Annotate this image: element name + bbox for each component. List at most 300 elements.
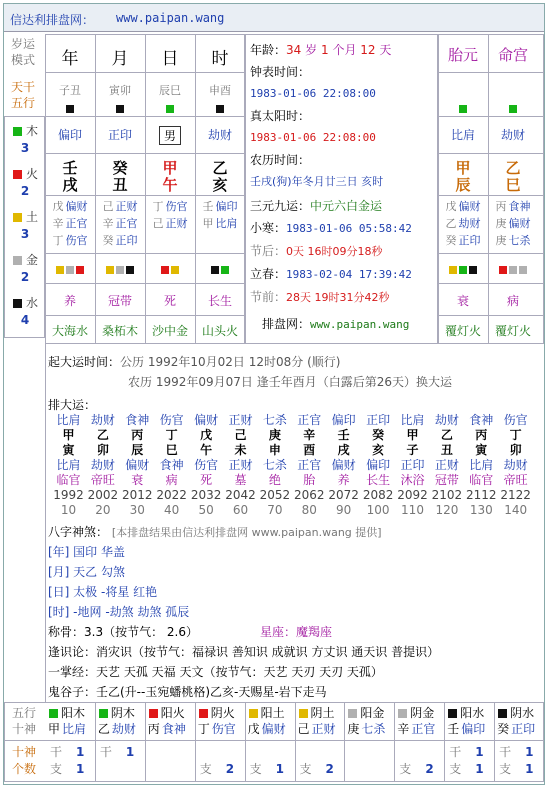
dayun-year: 2032 <box>190 488 222 502</box>
hidden-stem-god: 劫财 <box>458 217 481 230</box>
dayun-branch-god: 比肩 <box>56 458 81 472</box>
bottom-cell <box>98 705 144 737</box>
taiyuan-god: 比肩 <box>450 128 475 142</box>
bottom-cell <box>298 705 344 737</box>
wuxing-square-icon <box>116 266 124 274</box>
bottom-stem: 壬 <box>447 722 460 736</box>
wuxing-square-icon <box>66 266 74 274</box>
sanyuan-row: 三元九运：中元六白金运 <box>250 199 383 213</box>
zhi-label: 支 <box>199 762 212 776</box>
dayun-stem-god: 偏财 <box>194 413 219 427</box>
dayun-branch-god: 正财 <box>434 458 459 472</box>
clock-value: 1983-01-06 22:08:00 <box>250 87 376 100</box>
zhi-label: 支 <box>299 762 312 776</box>
dayun-year: 2042 <box>225 488 256 502</box>
bottom-wuxing <box>248 705 294 721</box>
hidden-stem <box>488 198 538 215</box>
dayun-age: 30 <box>129 503 145 517</box>
shensha-hour: [时] -地网 -劫煞 劫煞 孤辰 <box>48 605 190 619</box>
zhi-count <box>449 761 491 778</box>
suiyun-text: 岁运 <box>10 37 35 51</box>
element-count: 2 <box>20 184 30 198</box>
header-bar <box>4 4 544 32</box>
dayun-column <box>224 413 257 518</box>
dayun-stage: 帝旺 <box>503 473 528 487</box>
pillar-hidden <box>195 198 245 232</box>
header-site: 信达利排盘网： <box>10 13 95 27</box>
dayun-stem-god: 食神 <box>125 413 150 427</box>
pillar-square-row <box>195 101 245 115</box>
zhi-count <box>100 761 142 778</box>
shensha-day: [日] 太极 -将星 红艳 <box>48 585 158 599</box>
bottom-stem: 庚 <box>347 722 360 736</box>
hidden-stem-char: 戊 <box>445 200 457 213</box>
shensha-row: 八字神煞： [本排盘结果由信达利排盘网 www.paipan.wang 提供] <box>48 525 382 539</box>
hidden-stem <box>488 215 538 232</box>
dayun-stem: 辛 <box>303 428 316 442</box>
zhi-label: 支 <box>499 762 512 776</box>
pillar-branch: 戌 <box>62 176 78 194</box>
hidden-stem-char: 癸 <box>445 234 457 247</box>
dayun-year: 2002 <box>87 488 119 502</box>
bottom-divider <box>444 702 445 782</box>
bottom-stem: 戊 <box>247 722 260 736</box>
dayun-start-row1: 起大运时间：公历 1992年10月02日 12时08分 (顺行) <box>48 355 341 369</box>
dayun-stage: 沐浴 <box>400 473 425 487</box>
hidden-stem-god: 七杀 <box>508 234 531 247</box>
zhi-value: 2 <box>225 762 235 776</box>
pillar-square-row2 <box>95 262 145 276</box>
hidden-stem <box>438 198 488 215</box>
dayun-stem-god: 食神 <box>469 413 494 427</box>
gan-count <box>150 744 192 761</box>
bottom-divider <box>494 702 495 782</box>
dayun-year: 2092 <box>397 488 428 502</box>
pillar-branch: 午 <box>162 176 178 194</box>
dayun-stem: 丙 <box>131 428 144 442</box>
bottom-ten-god <box>447 721 493 737</box>
dayun-age: 70 <box>267 503 283 517</box>
gan-count <box>300 744 342 761</box>
element-swatch-icon <box>13 213 22 222</box>
taiyuan-square-row2 <box>438 262 488 276</box>
zhi-value: 1 <box>525 762 534 776</box>
dayun-column <box>190 413 223 518</box>
hidden-stem <box>145 215 195 232</box>
dayun-stage: 养 <box>337 473 350 487</box>
element-count: 3 <box>20 227 30 241</box>
pillar-ten-god: 偏印 <box>57 128 82 142</box>
pillar-stage: 长生 <box>207 294 232 308</box>
dayun-stem: 乙 <box>440 428 453 442</box>
tiangan-label <box>5 79 41 111</box>
element-name: 水 <box>25 296 38 310</box>
element-4 <box>6 294 44 337</box>
dayun-age: 40 <box>164 503 180 517</box>
bottom-cell <box>497 705 543 737</box>
wuxing-square-icon <box>126 266 134 274</box>
bottom-divider <box>295 702 296 782</box>
bottom-wuxing <box>198 705 244 721</box>
pillar-nayin: 大海水 <box>51 324 88 338</box>
dayun-age: 100 <box>366 503 390 517</box>
bottom-god: 正印 <box>511 722 536 736</box>
wuxing-square-icon <box>459 266 467 274</box>
pillar-header: 时 <box>211 49 229 69</box>
hidden-stem-god: 偏财 <box>65 200 88 213</box>
dayun-start-lunar: 农历 1992年09月07日 逢壬年酉月（白露后第26天）换大运 <box>128 375 452 389</box>
taiyuan-square <box>438 101 488 115</box>
bottom-ten-god <box>347 721 393 737</box>
taiyuan-branch: 辰 <box>455 176 471 194</box>
zhi-value: 1 <box>275 762 284 776</box>
bottom-count <box>150 744 192 778</box>
wuxing-square-icon <box>211 266 219 274</box>
hidden-stem-char: 戊 <box>52 200 64 213</box>
pillar-header: 年 <box>61 49 79 69</box>
hidden-stem <box>145 198 195 215</box>
wuxing-square-icon <box>398 709 407 718</box>
zhi-count <box>150 761 192 778</box>
dayun-branch-god: 偏财 <box>125 458 150 472</box>
taiyuan-god: 劫财 <box>500 128 525 142</box>
bottom-wuxing <box>347 705 393 721</box>
hidden-stem-char: 壬 <box>202 200 214 213</box>
pillar-square-row <box>145 101 195 115</box>
dayun-branch-god: 正印 <box>400 458 425 472</box>
wuxing-square-icon <box>99 709 108 718</box>
bottom-divider <box>245 702 246 782</box>
bottom-count <box>250 744 292 778</box>
bottom-wuxing-name: 阳木 <box>61 706 86 720</box>
solar-label: 真太阳时： <box>250 109 311 123</box>
dayun-column <box>293 413 326 518</box>
zhi-label: 支 <box>249 762 262 776</box>
bottom-wuxing <box>397 705 443 721</box>
jieqian-row: 节前：28天 19时31分42秒 <box>250 290 390 304</box>
dayun-branch-god: 偏财 <box>331 458 356 472</box>
zhi-count <box>300 761 342 778</box>
gan-value: 1 <box>125 745 135 759</box>
element-swatch-icon <box>13 256 22 265</box>
element-count: 4 <box>20 313 30 327</box>
bottom-wuxing <box>98 705 144 721</box>
bottom-stem: 乙 <box>97 722 110 736</box>
guiguzi-row: 鬼谷子：壬乙(升--玉宛蟠桃格)乙亥-天赐星-岩下走马 <box>48 685 327 699</box>
bottom-ten-god <box>198 721 244 737</box>
gan-count <box>349 744 391 761</box>
shensha-year: [年] 国印 华盖 <box>48 545 125 559</box>
bottom-stem: 辛 <box>397 722 410 736</box>
bottom-god: 劫财 <box>111 722 136 736</box>
bottom-count <box>100 744 142 778</box>
dayun-stem: 甲 <box>406 428 419 442</box>
pillar-branch: 丑 <box>112 176 128 194</box>
bottom-ten-god <box>397 721 443 737</box>
dayun-age: 140 <box>504 503 528 517</box>
bottom-wuxing-name: 阴土 <box>310 706 335 720</box>
dayun-stem: 己 <box>234 428 247 442</box>
dayun-stem-god: 劫财 <box>434 413 459 427</box>
pillar-zhi-names: 寅卯 <box>109 84 131 97</box>
xiaohan-row: 小寒：1983-01-06 05:58:42 <box>250 221 412 235</box>
taiyuan-stem: 乙 <box>505 159 521 177</box>
pillar-stage: 冠带 <box>107 294 132 308</box>
bottom-count <box>200 744 242 778</box>
hidden-stem-char: 乙 <box>445 217 457 230</box>
bottom-wuxing-name: 阴金 <box>410 706 435 720</box>
bottom-count <box>50 744 92 778</box>
jiehou-row: 节后：0天 16时09分18秒 <box>250 244 383 258</box>
shensha-month: [月] 天乙 勾煞 <box>48 565 125 579</box>
gan-count <box>250 744 292 761</box>
element-name: 土 <box>25 210 38 224</box>
pillar-ten-god-wrap <box>95 126 145 143</box>
suiyun-label <box>5 36 41 68</box>
zhi-value: 2 <box>325 762 334 776</box>
bottom-wuxing-name: 阳水 <box>460 706 485 720</box>
gan-count <box>399 744 441 761</box>
pillar-square-row2 <box>45 262 95 276</box>
pillar-hidden <box>45 198 95 249</box>
dayun-year: 2052 <box>259 488 291 502</box>
wuxing-square-icon <box>49 709 58 718</box>
wuxing-square-icon <box>519 266 527 274</box>
pillar-branch: 亥 <box>212 176 228 194</box>
bottom-count <box>499 744 541 778</box>
bottom-god: 比肩 <box>62 722 87 736</box>
dayun-branch-god: 劫财 <box>503 458 528 472</box>
element-0 <box>6 122 44 165</box>
taiyuan-stage: 衰 <box>456 294 469 308</box>
bottom-god: 正财 <box>311 722 336 736</box>
zhi-value: 1 <box>76 762 85 776</box>
pillar-nayin: 沙中金 <box>151 324 188 338</box>
dayun-column <box>121 413 154 518</box>
dayun-branch: 丑 <box>440 443 453 457</box>
dayun-stage: 冠带 <box>434 473 459 487</box>
site-row: 排盘网：www.paipan.wang <box>262 317 410 331</box>
taiyuan-header: 命宫 <box>497 46 528 64</box>
dayun-branch-god: 七杀 <box>262 458 287 472</box>
zhi-count <box>200 761 242 778</box>
gan-label: 干 <box>50 745 63 759</box>
bottom-god: 偏财 <box>261 722 286 736</box>
dayun-age: 20 <box>95 503 111 517</box>
bottom-wuxing-name: 阴木 <box>110 706 135 720</box>
bottom-label-bottom: 十神 个数 <box>11 745 36 776</box>
dayun-age: 50 <box>198 503 214 517</box>
taiyuan-hidden <box>488 198 538 249</box>
element-name: 木 <box>25 124 38 138</box>
element-list <box>6 122 44 337</box>
wuxing-square-icon <box>56 266 64 274</box>
dayun-branch: 寅 <box>475 443 488 457</box>
header-url[interactable]: www.paipan.wang <box>116 11 225 25</box>
dayun-branch: 辰 <box>131 443 144 457</box>
pillar-stem: 壬 <box>62 159 78 177</box>
dayun-branch: 申 <box>268 443 281 457</box>
dayun-column <box>258 413 291 518</box>
pillar-header: 日 <box>161 49 179 69</box>
age-row: 年龄：34 岁 1 个月 12 天 <box>250 43 392 57</box>
dayun-year: 2102 <box>431 488 463 502</box>
bottom-ten-god <box>98 721 144 737</box>
gan-count <box>50 744 92 761</box>
pillar-ten-god-wrap <box>45 126 95 143</box>
hidden-stem-god: 偏财 <box>458 200 481 213</box>
hidden-stem-god: 食神 <box>508 200 531 213</box>
dayun-start-solar: 公历 1992年10月02日 12时08分 (顺行) <box>120 355 341 369</box>
dayun-stem: 戊 <box>200 428 213 442</box>
hidden-stem-god: 偏印 <box>215 200 238 213</box>
hidden-stem <box>95 215 145 232</box>
dayun-stem-god: 正印 <box>366 413 391 427</box>
hidden-stem <box>95 198 145 215</box>
bottom-count <box>300 744 342 778</box>
gan-count <box>200 744 242 761</box>
zhi-count <box>499 761 541 778</box>
dayun-stage: 临官 <box>469 473 494 487</box>
dayun-stem: 壬 <box>337 428 350 442</box>
pengshi-row: 逢识论：消灾识（按节气：福禄识 善知识 成就识 方丈识 通天识 普提识） <box>48 645 440 659</box>
info-lines <box>250 40 436 335</box>
hidden-stem <box>95 232 145 249</box>
pillar-stage: 死 <box>163 294 176 308</box>
pillar-zhi-names: 辰巳 <box>159 84 181 97</box>
taiyuan-header: 胎元 <box>447 46 478 64</box>
gan-count <box>499 744 541 761</box>
wuxing-square-icon <box>499 266 507 274</box>
wuxing-text: 五行 <box>10 96 35 110</box>
bottom-god: 伤官 <box>211 722 236 736</box>
hidden-stem-char: 庚 <box>495 217 507 230</box>
dayun-year: 1992 <box>53 488 84 502</box>
clock-label: 钟表时间： <box>250 65 311 79</box>
dayun-branch-god: 偏印 <box>366 458 391 472</box>
hidden-stem <box>438 232 488 249</box>
dayun-stage: 死 <box>200 473 213 487</box>
dayun-stage: 病 <box>165 473 178 487</box>
dayun-age: 110 <box>401 503 424 517</box>
bottom-cell <box>198 705 244 737</box>
gan-label: 干 <box>449 745 462 759</box>
element-count: 3 <box>20 141 30 155</box>
wuxing-square-icon <box>66 105 74 113</box>
dayun-age: 130 <box>469 503 493 517</box>
dayun-stem-god: 正官 <box>297 413 322 427</box>
dayun-stem: 癸 <box>372 428 385 442</box>
xingzuo-row: 星座：魔羯座 <box>260 625 333 639</box>
wuxing-square-icon <box>498 709 507 718</box>
pillar-hidden <box>145 198 195 232</box>
dayun-stage: 墓 <box>234 473 247 487</box>
dayun-age: 60 <box>232 503 249 517</box>
pillar-square-row2 <box>145 262 195 276</box>
dayun-column <box>396 413 429 518</box>
wuxing-square-icon <box>348 709 357 718</box>
wuxing-square-icon <box>459 105 467 113</box>
bottom-god: 偏印 <box>461 722 486 736</box>
taiyuan-square <box>488 101 538 115</box>
bottom-god: 食神 <box>161 722 186 736</box>
dayun-label: 排大运： <box>48 398 97 412</box>
bottom-ten-god <box>148 721 194 737</box>
tiangan-text: 天干 <box>10 80 35 94</box>
chenggu-row: 称骨：3.3（按节气： 2.6） <box>48 625 198 639</box>
bottom-ten-god <box>298 721 344 737</box>
dayun-start-row2 <box>128 373 452 390</box>
bottom-stem: 丙 <box>147 722 160 736</box>
zhi-count <box>349 761 391 778</box>
hidden-stem-god: 比肩 <box>215 217 238 230</box>
hidden-stem-char: 丁 <box>152 200 164 213</box>
dayun-stem-god: 劫财 <box>90 413 115 427</box>
bottom-wuxing <box>148 705 194 721</box>
hidden-stem-char: 丁 <box>52 234 64 247</box>
taiyuan-nayin: 覆灯火 <box>494 324 531 338</box>
pillar-header: 月 <box>111 49 129 69</box>
pillar-stem: 乙 <box>212 159 228 177</box>
bottom-stem: 丁 <box>197 722 210 736</box>
bottom-divider <box>195 702 196 782</box>
dayun-stem-god: 比肩 <box>56 413 81 427</box>
bottom-stem: 甲 <box>48 722 61 736</box>
dayun-stage: 长生 <box>366 473 391 487</box>
wuxing-square-icon <box>199 709 208 718</box>
pillar-ten-god: 劫财 <box>207 128 232 142</box>
taiyuan-nayin: 覆灯火 <box>444 324 481 338</box>
hidden-stem <box>195 215 245 232</box>
pillar-nayin: 桑柘木 <box>101 324 138 338</box>
bottom-count <box>349 744 391 778</box>
dayun-stem-god: 偏印 <box>331 413 356 427</box>
hidden-stem-god: 正财 <box>165 217 188 230</box>
zhi-label: 支 <box>50 762 63 776</box>
hidden-stem <box>438 215 488 232</box>
bottom-stem: 己 <box>297 722 310 736</box>
dayun-column <box>327 413 360 518</box>
gan-count <box>100 744 142 761</box>
bottom-wuxing <box>447 705 493 721</box>
element-1 <box>6 165 44 208</box>
bottom-ten-god <box>48 721 94 737</box>
dayun-stage: 帝旺 <box>90 473 115 487</box>
zhi-label: 支 <box>399 762 412 776</box>
dayun-stem-god: 伤官 <box>503 413 528 427</box>
wuxing-square-icon <box>216 105 224 113</box>
bottom-cell <box>447 705 493 737</box>
bottom-ten-god <box>248 721 294 737</box>
dayun-branch-god: 正官 <box>297 458 322 472</box>
gan-count <box>449 744 491 761</box>
bottom-wuxing-name: 阳火 <box>160 706 185 720</box>
taiyuan-stem: 甲 <box>455 159 471 177</box>
hidden-stem <box>195 198 245 215</box>
dayun-stem: 丁 <box>165 428 178 442</box>
bottom-divider <box>145 702 146 782</box>
element-swatch-icon <box>13 299 22 308</box>
dayun-stem-god: 比肩 <box>400 413 425 427</box>
dayun-year: 2082 <box>362 488 394 502</box>
hidden-stem-god: 伤官 <box>65 234 88 247</box>
hidden-stem-char: 辛 <box>52 217 64 230</box>
bottom-wuxing <box>497 705 543 721</box>
dayun-stem-god: 伤官 <box>159 413 184 427</box>
dayun-column <box>430 413 463 518</box>
element-name: 火 <box>25 167 38 181</box>
dayun-branch-god: 食神 <box>159 458 184 472</box>
